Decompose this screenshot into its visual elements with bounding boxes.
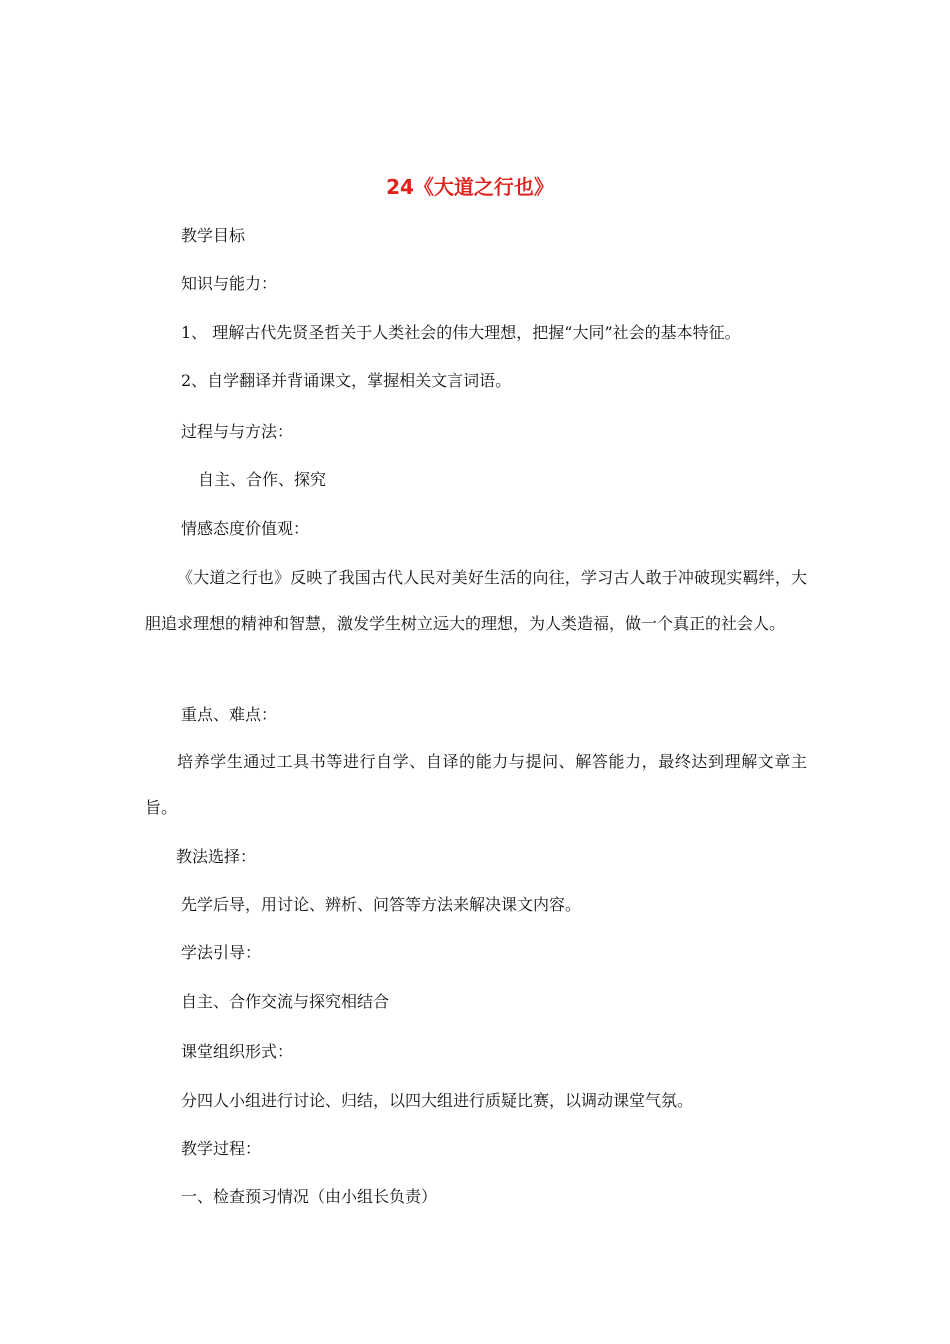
heading-teaching-objectives: 教学目标 <box>181 226 246 245</box>
teaching-method-text: 先学后导，用讨论、辨析、问答等方法来解决课文内容。 <box>181 895 582 914</box>
learning-guidance-text: 自主、合作交流与探究相结合 <box>181 992 390 1011</box>
heading-key-difficult-points: 重点、难点： <box>181 705 278 724</box>
objective-item-1: 1、 理解古代先贤圣哲关于人类社会的伟大理想，把握“大同”社会的基本特征。 <box>181 323 741 342</box>
heading-process-method: 过程与与方法： <box>181 422 294 441</box>
heading-emotion-values: 情感态度价值观： <box>181 519 310 538</box>
heading-teaching-method: 教法选择： <box>176 847 257 866</box>
step-one-check-preview: 一、检查预习情况（由小组长负责） <box>181 1187 438 1206</box>
class-organization-text: 分四人小组进行讨论、归结，以四大组进行质疑比赛，以调动课堂气氛。 <box>181 1091 694 1110</box>
process-method-text: 自主、合作、探究 <box>198 470 327 489</box>
heading-teaching-process: 教学过程： <box>181 1139 262 1158</box>
heading-class-organization: 课堂组织形式： <box>181 1042 294 1061</box>
key-points-paragraph: 培养学生通过工具书等进行自学、自译的能力与提问、解答能力，最终达到理解文章主旨。 <box>145 752 807 817</box>
heading-learning-guidance: 学法引导： <box>181 943 262 962</box>
heading-knowledge-ability: 知识与能力： <box>181 274 278 293</box>
document-title: 24《大道之行也》 <box>386 175 554 199</box>
objective-item-2: 2、自学翻译并背诵课文，掌握相关文言词语。 <box>181 371 512 390</box>
emotion-values-paragraph: 《大道之行也》反映了我国古代人民对美好生活的向往，学习古人敢于冲破现实羁绊，大胆追求理想的精神和智慧，激发学生树立远大的理想，为人类造福，做一个真正的社会人。 <box>145 568 807 633</box>
